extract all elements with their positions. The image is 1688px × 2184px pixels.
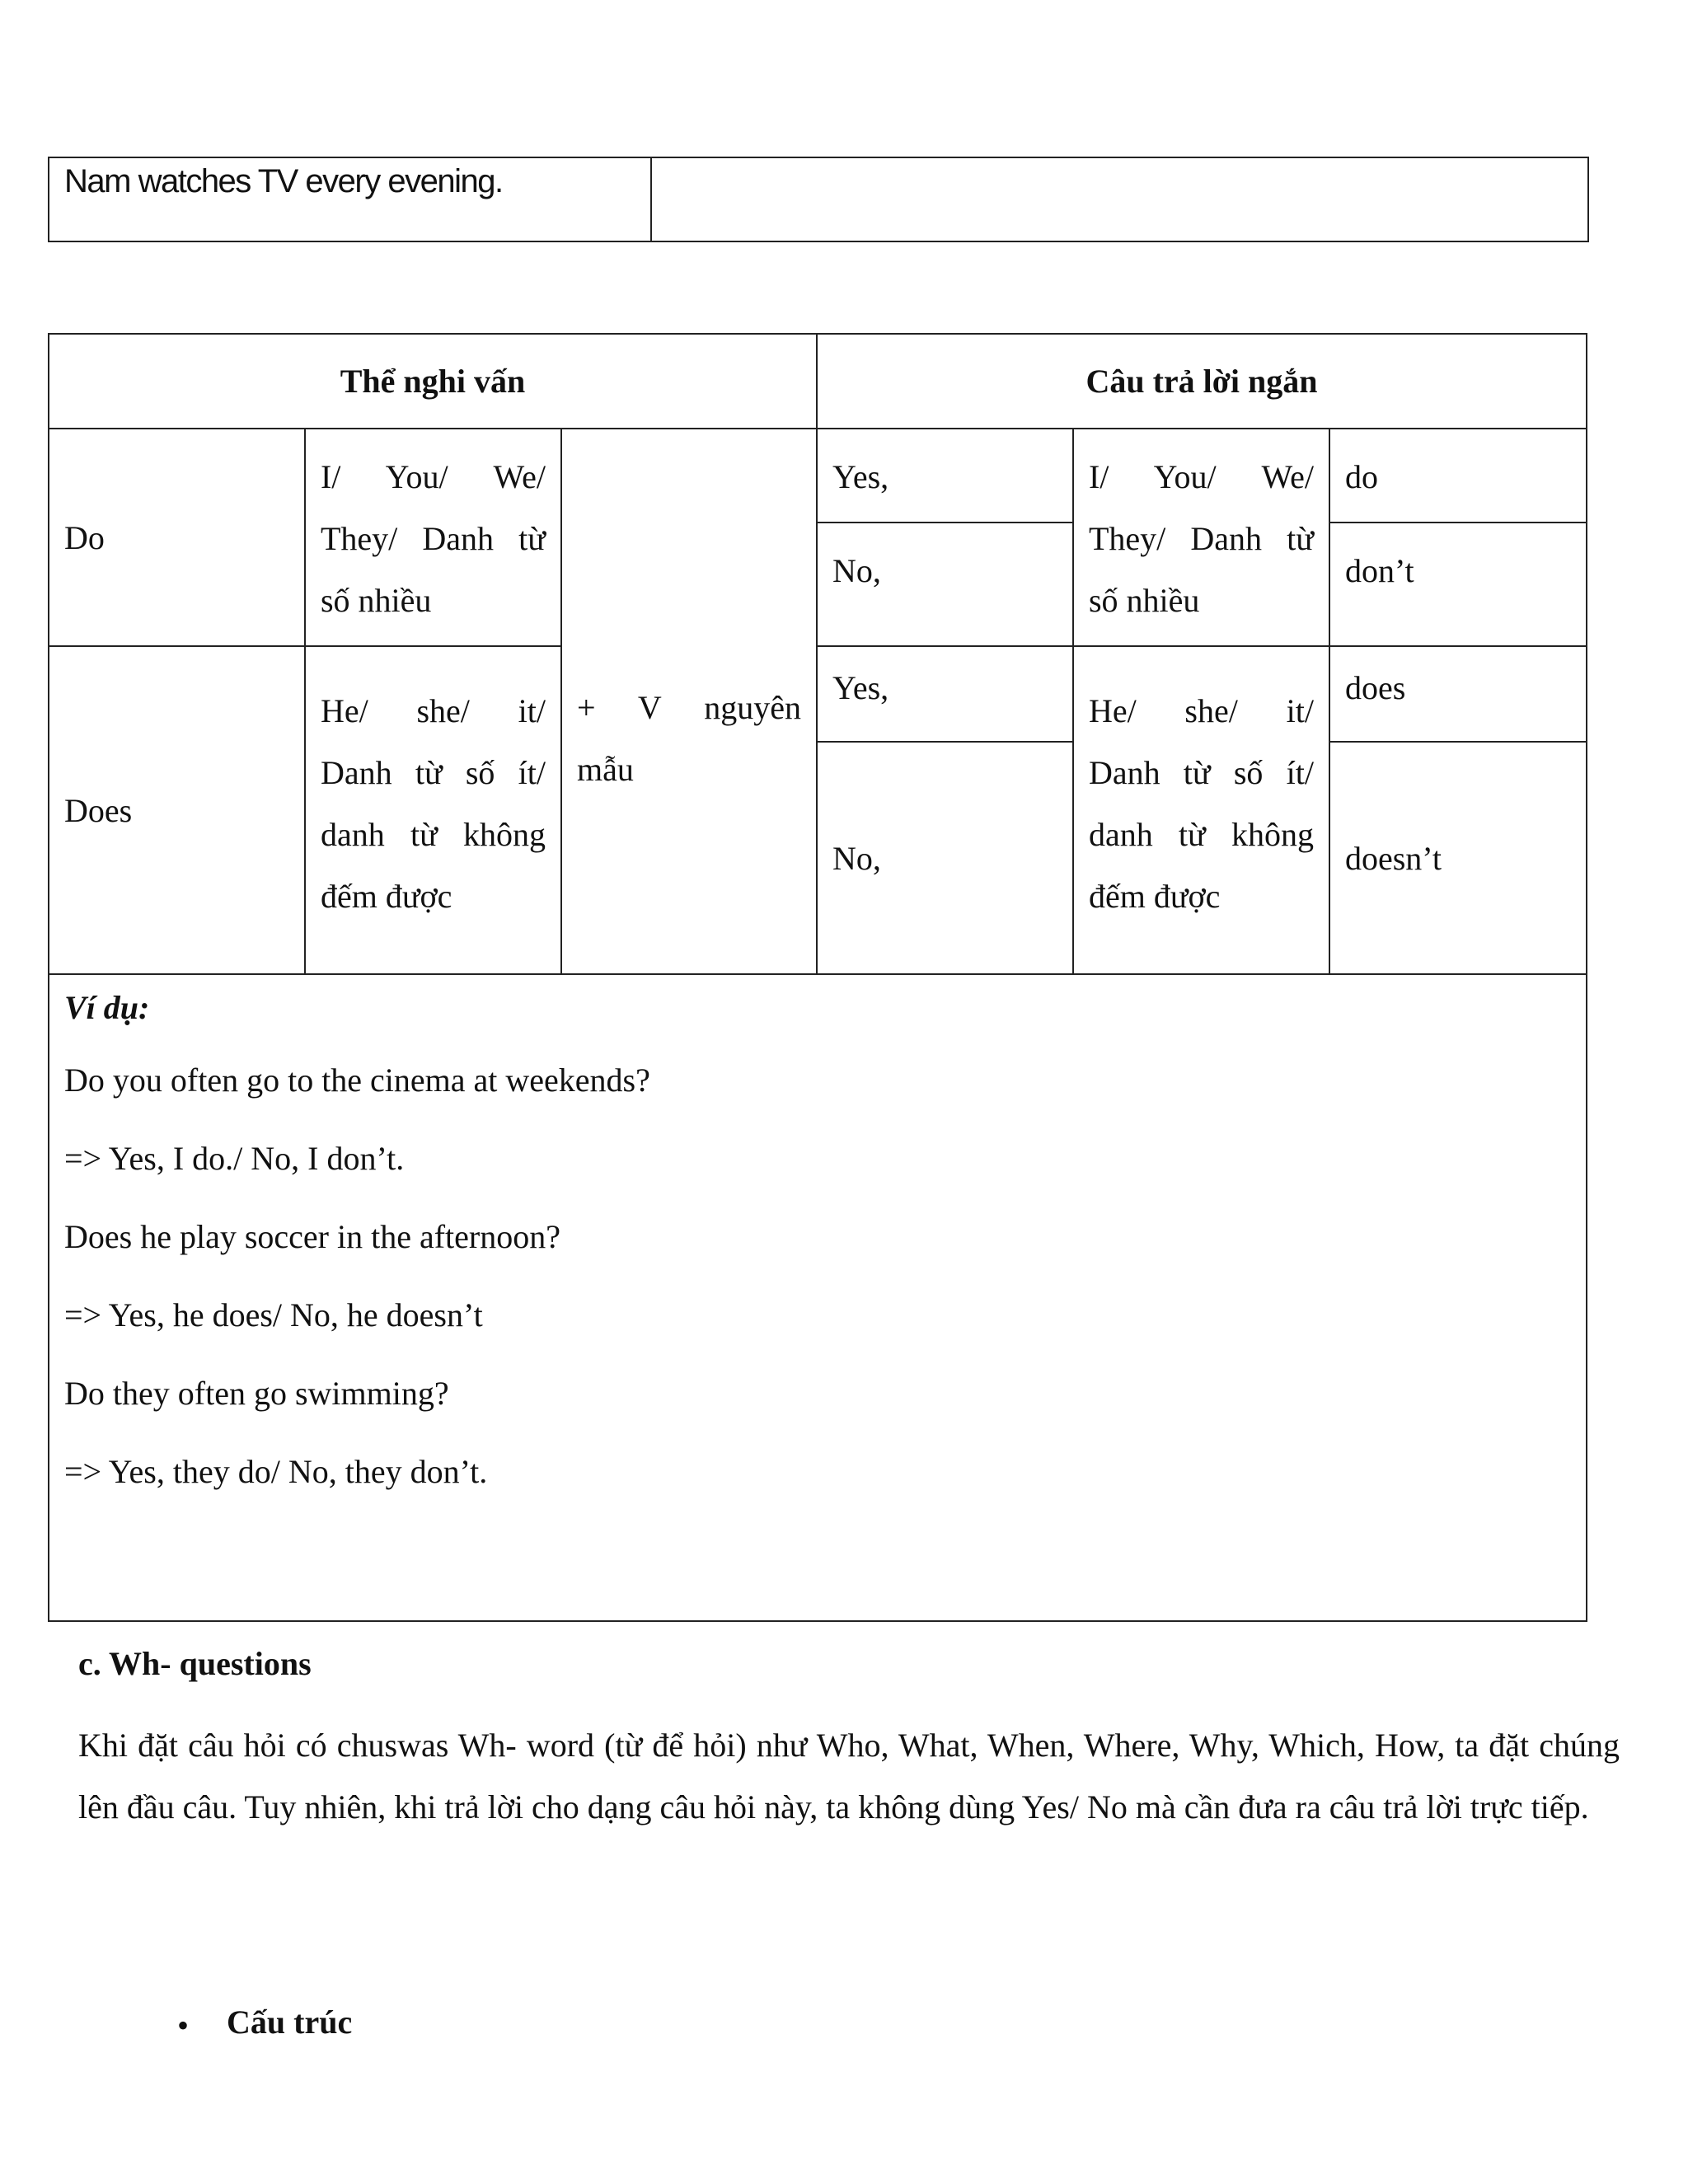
answer-no: No, [832,552,881,589]
examples-cell [49,974,1587,1621]
subject-line: số nhiều [320,582,432,619]
example-sentence: Nam watches TV every evening. [64,163,503,199]
interrogative-grammar-table [48,333,1587,1622]
example-line: Do they often go swimming? [64,1375,449,1412]
answer-no-cell [817,742,1073,974]
answer-no: No, [832,839,881,877]
verb-line: + V nguyên [576,689,801,726]
table-cell [49,157,651,241]
subject-line: danh từ không [320,816,546,853]
example-sentence-table [48,157,1589,242]
subject-line: He/ she/ it/ [320,692,546,729]
short-does-cell [1329,646,1587,742]
answer-subject-line: đếm được [1088,878,1221,915]
section-c-paragraph: Khi đặt câu hỏi có chuswas Wh- word (từ để hỏi) như Who, What, When, Where, Why, Which, How, ta đặt chúng lên đầu câu. Tuy nhiên, khi trả lời cho dạng câu hỏi này, ta không dùng Yes/ No mà cần đưa ra câu trả lời trực tiếp. [78,1727,1620,1825]
examples-title: Ví dụ: [64,989,150,1026]
table-cell [651,157,1588,241]
aux-does: Does [64,791,133,829]
answer-subject-line: số nhiều [1088,582,1200,619]
example-line: Does he play soccer in the afternoon? [64,1218,560,1255]
answer-subject-line: danh từ không [1088,816,1314,853]
subject-line: đếm được [320,878,452,915]
subject-singular-cell [305,646,561,974]
aux-do: Do [64,518,105,556]
short-dont-cell [1329,523,1587,646]
subject-line: Danh từ số ít/ [320,754,546,791]
short-doesnt: doesn’t [1344,839,1442,877]
table-header-row [49,334,1587,429]
aux-do-cell [49,429,305,646]
table-row-examples [49,974,1587,1621]
answer-no-cell [817,523,1073,646]
example-line: => Yes, he does/ No, he doesn’t [64,1296,483,1333]
short-doesnt-cell [1329,742,1587,974]
header-interrogative-label: Thể nghi vấn [340,363,526,400]
answer-yes: Yes, [832,669,889,706]
short-does: does [1344,669,1406,706]
structure-heading: Cấu trúc [227,2004,353,2041]
section-c-heading: c. Wh- questions [78,1645,312,1682]
example-line: Do you often go to the cinema at weekends? [64,1062,650,1099]
answer-subject-plural-cell [1073,429,1329,646]
short-do: do [1344,458,1378,495]
verb-line: mẫu [576,751,634,788]
aux-does-cell [49,646,305,974]
subject-line: They/ Danh từ [320,520,546,557]
short-dont: don’t [1344,552,1414,589]
answer-subject-line: He/ she/ it/ [1088,692,1314,729]
example-line: => Yes, they do/ No, they don’t. [64,1453,488,1490]
subject-plural-cell [305,429,561,646]
answer-yes: Yes, [832,458,889,495]
answer-subject-singular-cell [1073,646,1329,974]
table-row-does-yes [49,646,1587,742]
short-do-cell [1329,429,1587,523]
header-short-answer-label: Câu trả lời ngắn [1085,363,1318,400]
answer-yes-cell [817,429,1073,523]
answer-subject-line: They/ Danh từ [1088,520,1314,557]
table-row-do-yes [49,429,1587,523]
answer-subject-line: Danh từ số ít/ [1088,754,1314,791]
verb-base-cell [561,429,817,974]
header-short-answer [817,334,1587,429]
header-interrogative [49,334,817,429]
answer-subject-line: I/ You/ We/ [1088,458,1314,495]
bullet-icon: • [177,2007,190,2044]
table-row [49,157,1588,241]
subject-line: I/ You/ We/ [320,458,546,495]
example-line: => Yes, I do./ No, I don’t. [64,1140,405,1177]
answer-yes-cell [817,646,1073,742]
